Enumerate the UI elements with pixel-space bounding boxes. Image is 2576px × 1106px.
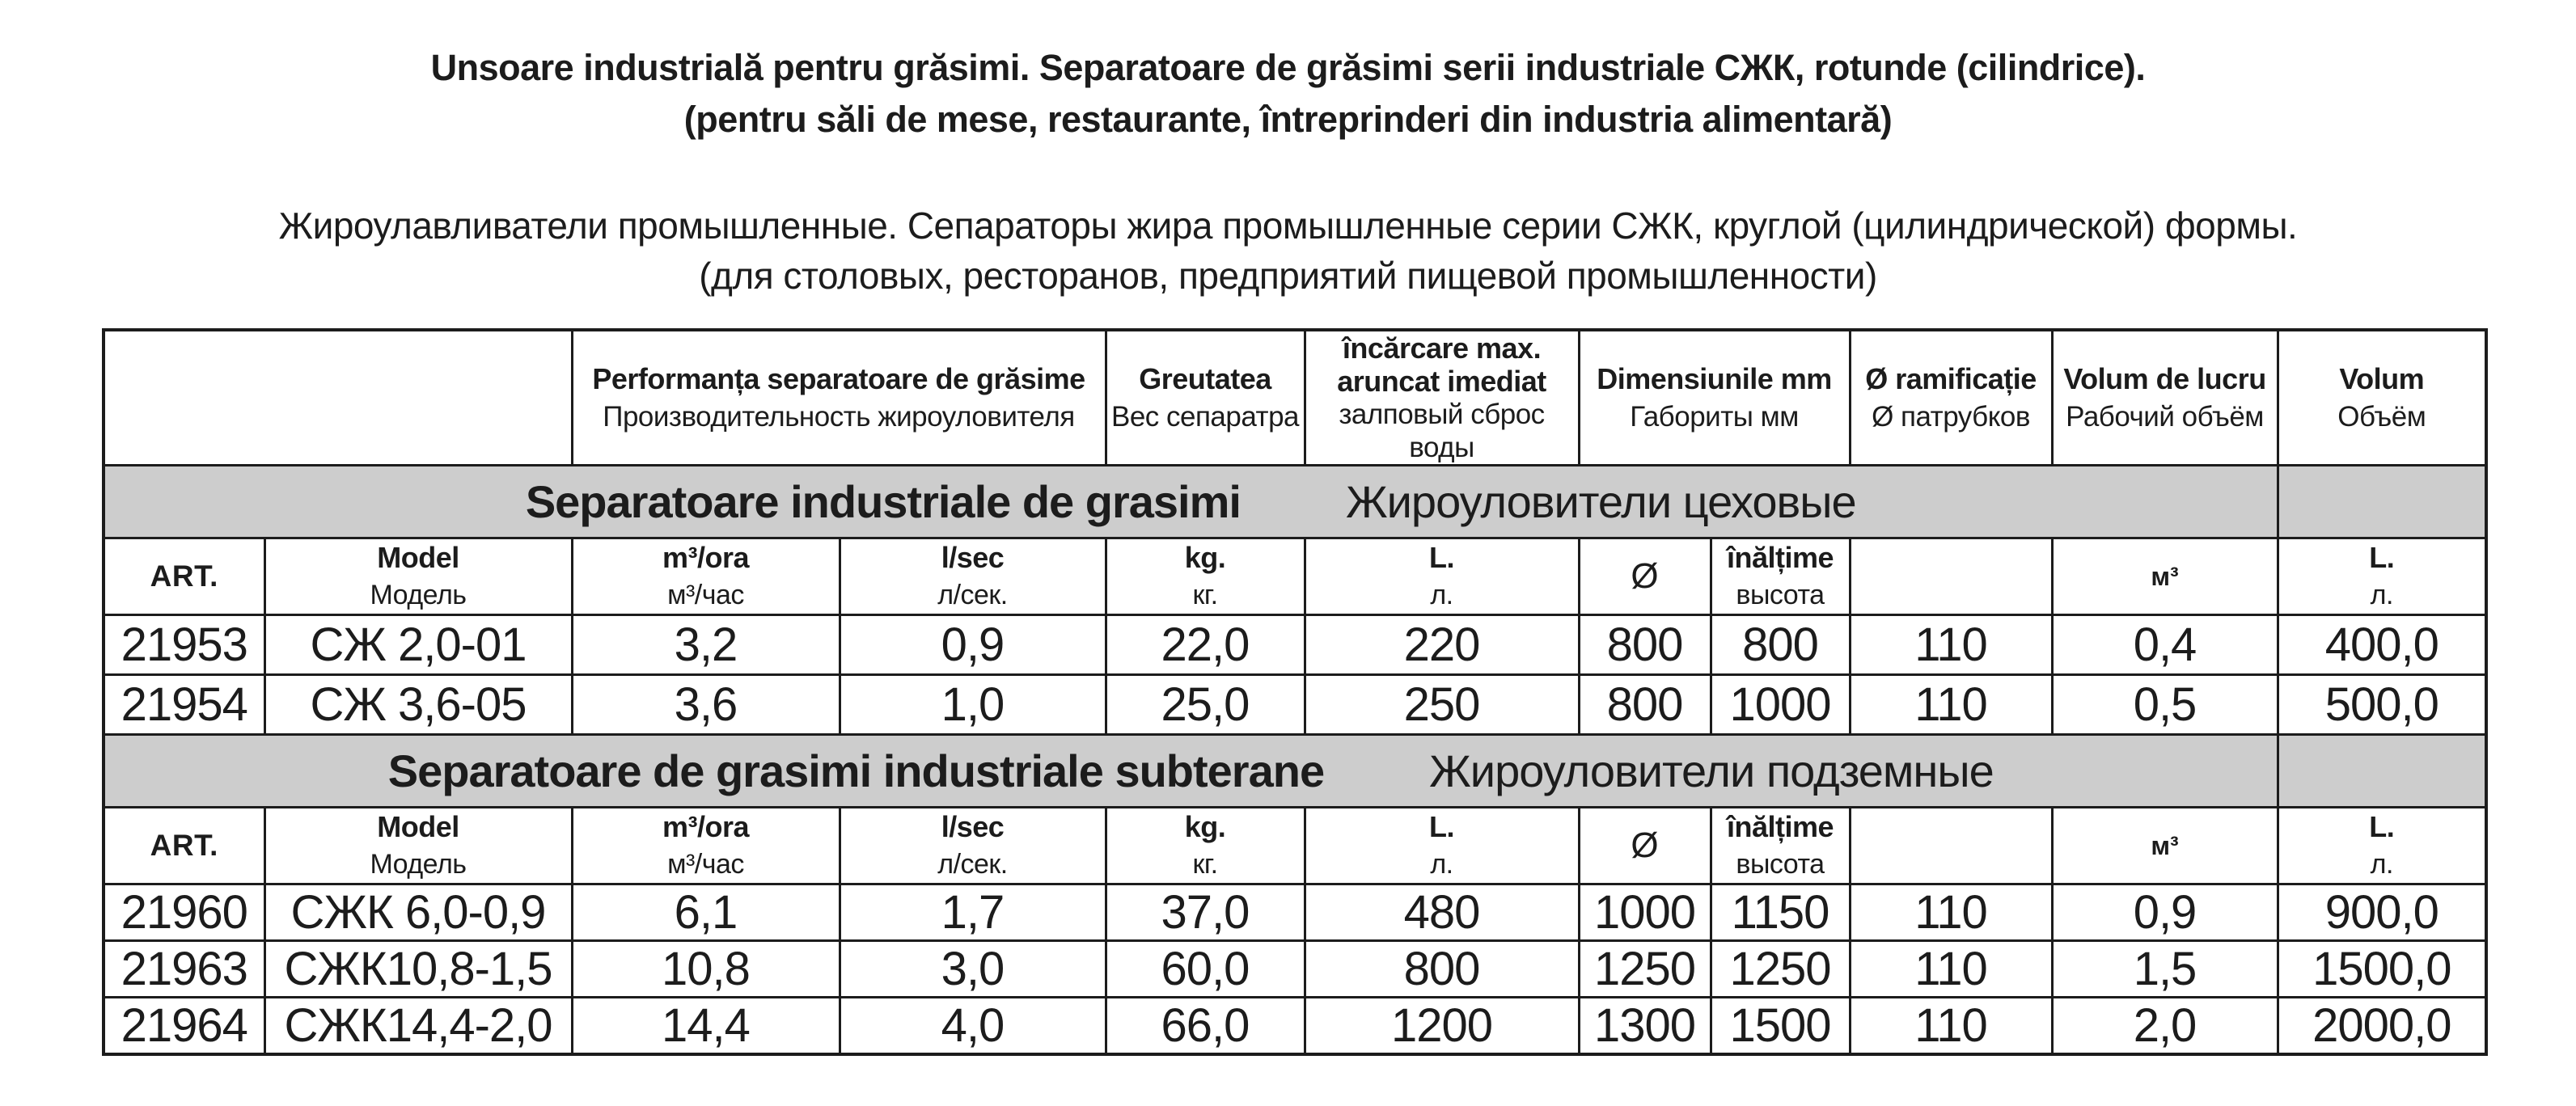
subheader-volume bbox=[2278, 538, 2486, 615]
cell-model: СЖ 2,0-01 bbox=[264, 615, 572, 675]
subheader-lsec-ru: л/сек. bbox=[937, 849, 1008, 880]
cell-lsec: 3,0 bbox=[840, 941, 1106, 998]
cell-height: 1000 bbox=[1711, 675, 1850, 735]
cell-flow: 6,1 bbox=[572, 884, 840, 941]
subheader-m3-label: м³ bbox=[2151, 561, 2179, 591]
subheader-height-ro: înălțime bbox=[1726, 810, 1834, 843]
header-working-volume-ro: Volum de lucru bbox=[2063, 362, 2266, 395]
cell-kg: 22,0 bbox=[1106, 615, 1305, 675]
cell-height: 1250 bbox=[1711, 941, 1850, 998]
subheader-liters-ru: л. bbox=[1430, 849, 1453, 880]
subheader-diameter bbox=[1579, 538, 1711, 615]
cell-lsec: 1,7 bbox=[840, 884, 1106, 941]
section-title-ru: Жироуловители цеховые bbox=[1345, 476, 1856, 527]
subheader-flow-ru: м³/час bbox=[667, 580, 744, 610]
title-line-ro-1: Unsoare industrială pentru grăsimi. Separatoare de grăsimi serii industriale СЖК, rotunde (cilindrice). bbox=[430, 47, 2146, 88]
subheader-lsec-ru: л/сек. bbox=[937, 580, 1008, 610]
subheader-model-ro: Model bbox=[377, 810, 459, 843]
cell-liters: 250 bbox=[1305, 675, 1579, 735]
section-band-end bbox=[2278, 466, 2486, 538]
subheader-model bbox=[264, 808, 572, 884]
table-row bbox=[104, 884, 2486, 941]
cell-flow: 3,2 bbox=[572, 615, 840, 675]
cell-volume: 500,0 bbox=[2278, 675, 2486, 735]
header-dimensions-ro: Dimensiunile mm bbox=[1597, 362, 1832, 395]
header-branch-diameter bbox=[1850, 330, 2052, 466]
subheader-model-ru: Модель bbox=[370, 580, 467, 610]
subheader-model-ro: Model bbox=[377, 541, 459, 574]
table-row bbox=[104, 998, 2486, 1055]
header-volume bbox=[2278, 330, 2486, 466]
cell-liters: 220 bbox=[1305, 615, 1579, 675]
cell-m3: 0,9 bbox=[2052, 884, 2278, 941]
header-empty bbox=[104, 330, 572, 466]
subheader-diameter bbox=[1579, 808, 1711, 884]
subheader-volume-ro: L. bbox=[2369, 810, 2395, 843]
subheader-height-ru: высота bbox=[1736, 580, 1825, 610]
cell-kg: 25,0 bbox=[1106, 675, 1305, 735]
subheader-flow-ru: м³/час bbox=[667, 849, 744, 880]
subheader-model-ru: Модель bbox=[370, 849, 467, 880]
header-branch-diameter-ru: Ø патрубков bbox=[1872, 401, 2030, 433]
cell-diameter: 1000 bbox=[1579, 884, 1711, 941]
cell-flow: 10,8 bbox=[572, 941, 840, 998]
cell-m3: 0,5 bbox=[2052, 675, 2278, 735]
cell-volume: 400,0 bbox=[2278, 615, 2486, 675]
cell-m3: 1,5 bbox=[2052, 941, 2278, 998]
subheader-art bbox=[104, 808, 264, 884]
cell-diameter: 800 bbox=[1579, 615, 1711, 675]
subheader-height bbox=[1711, 538, 1850, 615]
subheader-lsec-ro: l/sec bbox=[941, 810, 1005, 843]
cell-kg: 66,0 bbox=[1106, 998, 1305, 1055]
section-title-ru: Жироуловители подземные bbox=[1429, 745, 1994, 796]
cell-branch: 110 bbox=[1850, 884, 2052, 941]
header-working-volume-ru: Рабочий объём bbox=[2066, 401, 2264, 433]
header-weight bbox=[1106, 330, 1305, 466]
subheader-height-ru: высота bbox=[1736, 849, 1825, 880]
subheader-kg-ru: кг. bbox=[1192, 580, 1218, 610]
section-band-underground bbox=[104, 735, 2486, 808]
subheader-lsec bbox=[840, 538, 1106, 615]
cell-m3: 0,4 bbox=[2052, 615, 2278, 675]
subheader-lsec-ro: l/sec bbox=[941, 541, 1005, 574]
section-band-industrial-title bbox=[104, 466, 2278, 538]
cell-liters: 1200 bbox=[1305, 998, 1579, 1055]
header-max-discharge-ru: залповый сброс воды bbox=[1339, 399, 1545, 463]
document-title-russian bbox=[0, 201, 2576, 301]
header-volume-ro: Volum bbox=[2339, 362, 2425, 395]
cell-branch: 110 bbox=[1850, 941, 2052, 998]
cell-branch: 110 bbox=[1850, 998, 2052, 1055]
section-band-underground-title bbox=[104, 735, 2278, 808]
subheader-kg bbox=[1106, 808, 1305, 884]
table-row bbox=[104, 675, 2486, 735]
header-working-volume bbox=[2052, 330, 2278, 466]
subheader-volume-ro: L. bbox=[2369, 541, 2395, 574]
header-performance-ru: Производительность жироуловителя bbox=[603, 401, 1075, 433]
header-max-discharge-ro-1: încărcare max. bbox=[1342, 331, 1542, 365]
cell-diameter: 1250 bbox=[1579, 941, 1711, 998]
subheader-m3 bbox=[2052, 538, 2278, 615]
cell-branch: 110 bbox=[1850, 615, 2052, 675]
header-max-discharge bbox=[1305, 330, 1579, 466]
cell-art: 21964 bbox=[104, 998, 264, 1055]
section-band-industrial bbox=[104, 466, 2486, 538]
cell-flow: 3,6 bbox=[572, 675, 840, 735]
subheader-kg-ru: кг. bbox=[1192, 849, 1218, 880]
cell-model: СЖК10,8-1,5 bbox=[264, 941, 572, 998]
subheader-flow bbox=[572, 808, 840, 884]
cell-lsec: 4,0 bbox=[840, 998, 1106, 1055]
cell-diameter: 1300 bbox=[1579, 998, 1711, 1055]
header-branch-diameter-ro: Ø ramificație bbox=[1865, 362, 2037, 395]
subheader-kg bbox=[1106, 538, 1305, 615]
subheader-m3-label: м³ bbox=[2151, 830, 2179, 860]
cell-m3: 2,0 bbox=[2052, 998, 2278, 1055]
subheader-kg-ro: kg. bbox=[1184, 541, 1226, 574]
table-row bbox=[104, 615, 2486, 675]
header-weight-ro: Greutatea bbox=[1139, 362, 1271, 395]
title-line-ru-2: (для столовых, ресторанов, предприятий пищевой промышленности) bbox=[699, 255, 1877, 297]
cell-lsec: 1,0 bbox=[840, 675, 1106, 735]
section-title-ro: Separatoare de grasimi industriale subterane bbox=[387, 745, 1325, 796]
subheader-art bbox=[104, 538, 264, 615]
cell-art: 21960 bbox=[104, 884, 264, 941]
cell-liters: 480 bbox=[1305, 884, 1579, 941]
cell-volume: 2000,0 bbox=[2278, 998, 2486, 1055]
cell-art: 21953 bbox=[104, 615, 264, 675]
subheader-liters-ro: L. bbox=[1429, 541, 1454, 574]
section-band-content bbox=[105, 475, 2277, 528]
subheader-liters bbox=[1305, 808, 1579, 884]
header-dimensions bbox=[1579, 330, 1850, 466]
subheader-row bbox=[104, 808, 2486, 884]
cell-art: 21963 bbox=[104, 941, 264, 998]
cell-model: СЖК 6,0-0,9 bbox=[264, 884, 572, 941]
header-volume-ru: Объём bbox=[2337, 401, 2426, 433]
section-band-content bbox=[105, 745, 2277, 797]
cell-art: 21954 bbox=[104, 675, 264, 735]
subheader-art-label: ART. bbox=[150, 559, 218, 593]
subheader-height-ro: înălțime bbox=[1726, 541, 1834, 574]
subheader-row bbox=[104, 538, 2486, 615]
document-title bbox=[0, 0, 2576, 301]
subheader-m3 bbox=[2052, 808, 2278, 884]
subheader-liters bbox=[1305, 538, 1579, 615]
header-dimensions-ru: Габориты мм bbox=[1630, 401, 1799, 433]
subheader-flow-ro: m³/ora bbox=[662, 541, 750, 574]
cell-lsec: 0,9 bbox=[840, 615, 1106, 675]
table-header-row bbox=[104, 330, 2486, 466]
diameter-symbol: Ø bbox=[1631, 825, 1659, 865]
cell-kg: 37,0 bbox=[1106, 884, 1305, 941]
header-performance-ro: Performanța separatoare de grăsime bbox=[592, 362, 1085, 395]
subheader-height bbox=[1711, 808, 1850, 884]
subheader-model bbox=[264, 538, 572, 615]
subheader-art-label: ART. bbox=[150, 829, 218, 862]
subheader-volume-ru: л. bbox=[2370, 580, 2393, 610]
header-weight-ru: Вес сепаратра bbox=[1110, 401, 1300, 433]
subheader-branch-empty bbox=[1850, 808, 2052, 884]
cell-model: СЖК14,4-2,0 bbox=[264, 998, 572, 1055]
cell-liters: 800 bbox=[1305, 941, 1579, 998]
cell-height: 1500 bbox=[1711, 998, 1850, 1055]
cell-branch: 110 bbox=[1850, 675, 2052, 735]
cell-volume: 1500,0 bbox=[2278, 941, 2486, 998]
subheader-lsec bbox=[840, 808, 1106, 884]
subheader-liters-ru: л. bbox=[1430, 580, 1453, 610]
cell-height: 800 bbox=[1711, 615, 1850, 675]
subheader-liters-ro: L. bbox=[1429, 810, 1454, 843]
subheader-kg-ro: kg. bbox=[1184, 810, 1226, 843]
cell-kg: 60,0 bbox=[1106, 941, 1305, 998]
header-max-discharge-ro-2: aruncat imediat bbox=[1337, 365, 1546, 398]
cell-model: СЖ 3,6-05 bbox=[264, 675, 572, 735]
diameter-symbol: Ø bbox=[1631, 556, 1659, 596]
section-band-end bbox=[2278, 735, 2486, 808]
subheader-branch-empty bbox=[1850, 538, 2052, 615]
section-title-ro: Separatoare industriale de grasimi bbox=[525, 476, 1241, 527]
product-table bbox=[102, 328, 2488, 1056]
header-performance bbox=[572, 330, 1106, 466]
subheader-flow bbox=[572, 538, 840, 615]
cell-diameter: 800 bbox=[1579, 675, 1711, 735]
subheader-volume-ru: л. bbox=[2370, 849, 2393, 880]
cell-flow: 14,4 bbox=[572, 998, 840, 1055]
title-line-ro-2: (pentru săli de mese, restaurante, întreprinderi din industria alimentară) bbox=[683, 99, 1893, 140]
title-line-ru-1: Жироулавливатели промышленные. Сепараторы жира промышленные серии СЖК, круглой (цилиндрической) формы. bbox=[278, 205, 2298, 247]
cell-height: 1150 bbox=[1711, 884, 1850, 941]
table-row bbox=[104, 941, 2486, 998]
cell-volume: 900,0 bbox=[2278, 884, 2486, 941]
subheader-flow-ro: m³/ora bbox=[662, 810, 750, 843]
subheader-volume bbox=[2278, 808, 2486, 884]
